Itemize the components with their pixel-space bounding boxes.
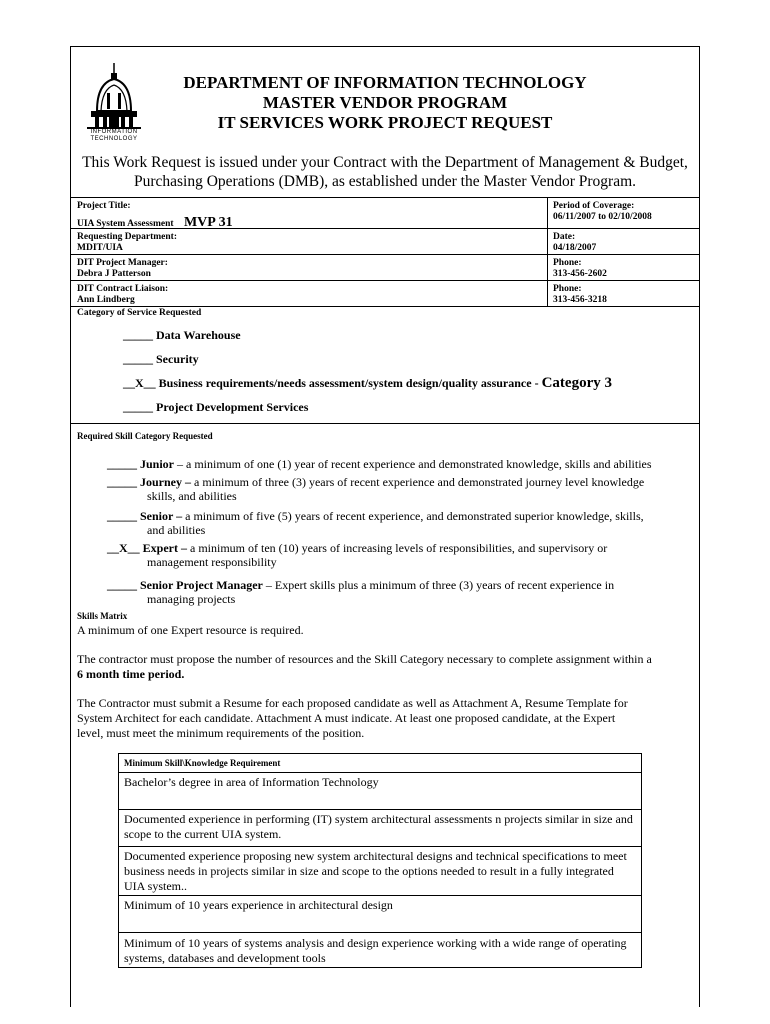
skill-expert	[107, 541, 691, 569]
senior-desc1: a minimum of five (5) years of recent experience, and demonstrated superior knowledge, skills,	[182, 509, 644, 523]
matrix-line1: A minimum of one Expert resource is required.	[77, 623, 304, 637]
liaison-label: DIT Contract Liaison:	[77, 284, 169, 294]
matrix-para2	[77, 652, 692, 682]
skill-junior	[107, 457, 691, 471]
logo-text-line2: TECHNOLOGY	[90, 136, 138, 142]
expert-desc1: a minimum of ten (10) years of increasing levels of responsibilities, and supervisory or	[187, 541, 608, 555]
pm-phone-value: 313-456-2602	[553, 269, 607, 279]
skill-category-heading: Required Skill Category Requested	[71, 423, 699, 441]
date-value: 04/18/2007	[553, 243, 597, 253]
intro-text	[71, 153, 699, 191]
requirements-table	[118, 753, 642, 968]
header-line3: IT SERVICES WORK PROJECT REQUEST	[217, 113, 553, 132]
liaison-phone-label: Phone:	[553, 284, 582, 294]
intro-line2: Purchasing Operations (DMB), as established under the Master Vendor Program.	[133, 173, 637, 190]
skill-senior-project-manager	[107, 578, 691, 606]
matrix-para3	[77, 696, 692, 741]
service-project-development: _____ Project Development Services	[123, 400, 309, 414]
requirement-row: Minimum of 10 years of systems analysis and design experience working with a wide range of operating systems, databases and development tools	[124, 936, 627, 965]
project-title-label: Project Title:	[77, 201, 131, 211]
project-title-value: UIA System Assessment	[77, 219, 174, 229]
logo-text-line1: INFORMATION	[90, 129, 138, 135]
liaison-phone-value: 313-456-3218	[553, 295, 607, 305]
intro-line1: This Work Request is issued under your Contract with the Department of Management & Budget,	[82, 154, 688, 171]
matrix-para3b: System Architect for each candidate. Attachment A must indicate. At least one proposed candidate, at the Expert	[77, 711, 616, 725]
journey-name: Journey –	[140, 475, 191, 489]
skills-matrix-heading: Skills Matrix	[77, 611, 128, 621]
requesting-dept-value: MDIT/UIA	[77, 243, 123, 253]
period-value: 06/11/2007 to 02/10/2008	[553, 212, 652, 222]
date-label: Date:	[553, 232, 576, 242]
category-3-label: Category 3	[541, 375, 612, 391]
service-business-requirements-text: __X__ Business requirements/needs assessment/system design/quality assurance -	[123, 376, 542, 390]
liaison-value: Ann Lindberg	[77, 295, 135, 305]
junior-desc: – a minimum of one (1) year of recent experience and demonstrated knowledge, skills and abilities	[174, 457, 652, 471]
service-data-warehouse: _____ Data Warehouse	[123, 328, 241, 342]
journey-desc2: skills, and abilities	[147, 489, 237, 503]
spm-mark: _____	[107, 578, 137, 592]
requirements-heading: Minimum Skill\Knowledge Requirement	[119, 754, 641, 773]
senior-desc2: and abilities	[147, 523, 206, 537]
document-page	[70, 46, 700, 1007]
category-label: Category of Service Requested	[77, 308, 202, 318]
row-category-label	[71, 307, 699, 321]
project-info-table	[71, 197, 699, 321]
matrix-para3a: The Contractor must submit a Resume for each proposed candidate as well as Attachment A, Resume Template for	[77, 696, 628, 710]
header-line1: DEPARTMENT OF INFORMATION TECHNOLOGY	[183, 73, 587, 92]
pm-phone-label: Phone:	[553, 258, 582, 268]
senior-mark: _____	[107, 509, 137, 523]
matrix-para2b: 6 month time period.	[77, 667, 185, 681]
expert-mark: __X__	[107, 541, 140, 555]
service-business-requirements	[123, 375, 612, 392]
expert-desc2: management responsibility	[147, 555, 277, 569]
junior-name: Junior	[140, 457, 175, 471]
skill-journey	[107, 475, 691, 503]
requirement-row: Documented experience in performing (IT) system architectural assessments n projects similar in size and scope to the current UIA system.	[119, 810, 641, 847]
header-line2: MASTER VENDOR PROGRAM	[262, 93, 508, 112]
spm-name: Senior Project Manager	[140, 578, 263, 592]
requirement-row: Minimum of 10 years experience in architectural design	[119, 896, 641, 933]
requirement-row: Documented experience proposing new system architectural designs and technical specifications to meet business needs in projects similar in size and scope to the options needed to result in a fully integrated UIA system..	[119, 847, 641, 896]
senior-name: Senior –	[140, 509, 183, 523]
matrix-para3c: level, must meet the minimum requirements of the position.	[77, 726, 365, 740]
row-project-title	[71, 198, 699, 229]
row-project-manager	[71, 255, 699, 281]
journey-mark: _____	[107, 475, 137, 489]
matrix-para2a: The contractor must propose the number of resources and the Skill Category necessary to complete assignment within a	[77, 652, 652, 666]
requesting-dept-label: Requesting Department:	[77, 232, 178, 242]
junior-mark: _____	[107, 457, 137, 471]
spm-desc1: – Expert skills plus a minimum of three (3) years of recent experience in	[262, 578, 615, 592]
skill-senior	[107, 509, 691, 537]
pm-label: DIT Project Manager:	[77, 258, 168, 268]
row-requesting-dept	[71, 229, 699, 255]
spm-desc2: managing projects	[147, 592, 236, 606]
expert-name: Expert –	[142, 541, 187, 555]
project-code: MVP 31	[183, 215, 233, 230]
service-security: _____ Security	[123, 352, 199, 366]
period-label: Period of Coverage:	[553, 201, 635, 211]
requirement-row: Bachelor’s degree in area of Information Technology	[119, 773, 641, 810]
row-contract-liaison	[71, 281, 699, 307]
pm-value: Debra J Patterson	[77, 269, 151, 279]
journey-desc1: a minimum of three (3) years of recent experience and demonstrated journey level knowledge	[191, 475, 645, 489]
